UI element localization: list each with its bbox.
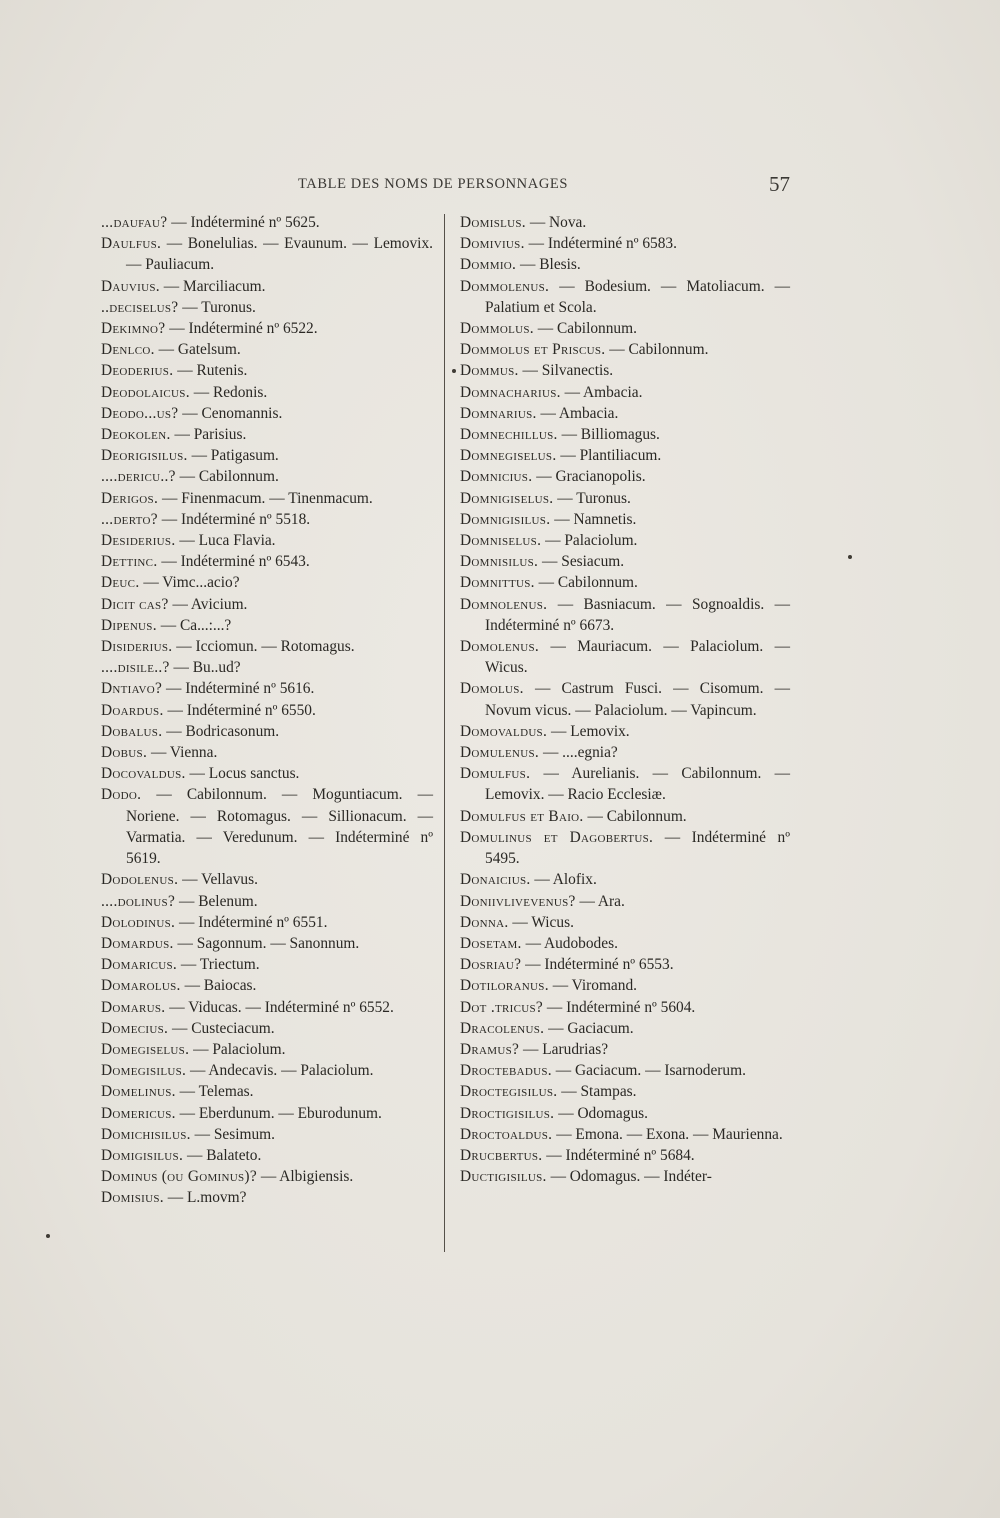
entry-places: — Custeciacum. — [172, 1019, 275, 1037]
entry-name: Dommio. — [460, 256, 517, 274]
entry-places: — Palaciolum. — [545, 532, 638, 550]
entry-places: — Gaciacum. — Isarnoderum. — [555, 1062, 746, 1080]
index-entry — [101, 636, 433, 657]
entry-name: Droctoaldus. — [460, 1125, 553, 1143]
entry-places: — Turonus. — [557, 489, 631, 507]
entry-places: — Palaciolum. — [193, 1040, 286, 1058]
index-entry — [460, 233, 790, 254]
index-entry — [101, 700, 433, 721]
ink-speck — [46, 1234, 50, 1238]
entry-places: — Ara. — [579, 892, 625, 910]
entry-name: Dodo. — [101, 786, 142, 804]
index-entry — [101, 572, 433, 593]
index-entry — [460, 636, 790, 678]
entry-name: ....dolinus? — [101, 892, 176, 910]
index-entry — [101, 382, 433, 403]
entry-places: — Luca Flavia. — [179, 532, 276, 550]
page-number: 57 — [769, 172, 790, 196]
entry-name: Dauvius. — [101, 277, 160, 295]
entry-places: — Baiocas. — [184, 977, 257, 995]
entry-name: Ductigisilus. — [460, 1168, 547, 1186]
entry-places: — Andecavis. — Palaciolum. — [190, 1062, 374, 1080]
entry-name: Domecius. — [101, 1019, 169, 1037]
entry-name: Domnisilus. — [460, 553, 539, 571]
entry-places: — Bodricasonum. — [166, 722, 280, 740]
index-entry — [101, 1145, 433, 1166]
index-entry — [101, 445, 433, 466]
entry-name: ...daufau? — [101, 214, 168, 231]
entry-places: — Icciomun. — Rotomagus. — [176, 638, 355, 656]
index-entry — [101, 869, 433, 890]
entry-places: — Lemovix. — [550, 722, 630, 740]
entry-name: Dotiloranus. — [460, 977, 549, 995]
entry-name: Domarolus. — [101, 977, 181, 995]
entry-places: — Cabilonnum. — [179, 468, 279, 486]
entry-name: Domnacharius. — [460, 383, 561, 401]
entry-name: Domigisilus. — [101, 1146, 184, 1164]
entry-name: Domulinus et Dagobertus. — [460, 828, 654, 846]
entry-places: — Ca...:...? — [160, 616, 232, 634]
index-entry — [101, 488, 433, 509]
entry-name: Dipenus. — [101, 616, 157, 634]
index-entry — [101, 1039, 433, 1060]
entry-name: Domislus. — [460, 214, 526, 231]
index-entry — [460, 1060, 790, 1081]
index-entry — [460, 763, 790, 805]
entry-places: — Triectum. — [180, 956, 260, 974]
index-entry — [101, 424, 433, 445]
entry-name: Domolus. — [460, 680, 524, 698]
index-entry — [101, 233, 433, 275]
index-entry — [101, 276, 433, 297]
entry-name: Daulfus. — [101, 235, 162, 253]
entry-places: — Larudrias? — [523, 1040, 609, 1058]
entry-places: — Vimc...acio? — [143, 574, 240, 592]
index-entry — [460, 1103, 790, 1124]
entry-name: Dosetam. — [460, 934, 522, 952]
entry-places: — Indéterminé nº 6553. — [525, 956, 674, 974]
entry-name: Doniivlivevenus? — [460, 892, 576, 910]
entry-name: Domnittus. — [460, 574, 535, 592]
index-entry — [460, 827, 790, 869]
index-entry — [460, 445, 790, 466]
entry-name: Dommolenus. — [460, 277, 550, 295]
entry-places: — Blesis. — [520, 256, 581, 274]
entry-places: — Basniacum. — Sognoaldis. — Indéterminé nº 6673. — [485, 595, 790, 634]
entry-places: — L.movm? — [167, 1189, 247, 1207]
entry-name: Domnigiselus. — [460, 489, 554, 507]
index-entry — [460, 382, 790, 403]
index-entry — [101, 975, 433, 996]
entry-name: Dramus? — [460, 1040, 520, 1058]
index-entry — [101, 466, 433, 487]
entry-places: — Gracianopolis. — [536, 468, 646, 486]
index-entry — [460, 339, 790, 360]
index-entry — [101, 1124, 433, 1145]
entry-name: Dettinc. — [101, 553, 158, 571]
entry-places: — Marciliacum. — [163, 277, 266, 295]
entry-places: — Indéterminé nº 5604. — [546, 998, 696, 1016]
index-entry — [460, 1018, 790, 1039]
index-entry — [460, 488, 790, 509]
entry-places: — Gaciacum. — [548, 1019, 634, 1037]
entry-places: — Sagonnum. — Sanonnum. — [177, 934, 360, 952]
entry-places: — Belenum. — [178, 892, 258, 910]
entry-places: — Mauriacum. — Palaciolum. — Wicus. — [485, 638, 790, 677]
index-entry — [460, 742, 790, 763]
entry-places: — Balateto. — [186, 1146, 262, 1164]
entry-name: Domnegiselus. — [460, 447, 557, 465]
entry-name: Docovaldus. — [101, 765, 186, 783]
index-entry — [460, 721, 790, 742]
entry-name: Domulenus. — [460, 744, 540, 762]
index-entry — [101, 912, 433, 933]
entry-name: Domarus. — [101, 998, 166, 1016]
entry-name: Deokolen. — [101, 426, 171, 444]
entry-places: — Billiomagus. — [561, 426, 660, 444]
entry-name: Dobalus. — [101, 722, 163, 740]
index-entry — [101, 891, 433, 912]
column-divider — [444, 214, 445, 1252]
index-entry — [460, 1166, 790, 1187]
entry-places: — Odomagus. — [558, 1104, 648, 1122]
entry-name: Dommolus et Priscus. — [460, 341, 606, 359]
entry-name: Domniselus. — [460, 532, 542, 550]
index-entry — [460, 403, 790, 424]
entry-name: Domericus. — [101, 1104, 176, 1122]
index-entry — [460, 1039, 790, 1060]
entry-name: Dekimno? — [101, 320, 166, 338]
entry-name: ....dericu..? — [101, 468, 176, 486]
entry-name: Domaricus. — [101, 956, 178, 974]
index-entry — [101, 297, 433, 318]
index-entry — [101, 721, 433, 742]
ink-speck — [452, 369, 456, 373]
entry-places: — Sesimum. — [194, 1125, 276, 1143]
entry-name: Dracolenus. — [460, 1019, 545, 1037]
entry-name: Deuc. — [101, 574, 140, 592]
entry-places: — Turonus. — [182, 298, 256, 316]
entry-name: ...derto? — [101, 510, 158, 528]
entry-name: Domegiselus. — [101, 1040, 190, 1058]
entry-name: Donna. — [460, 913, 509, 931]
entry-name: Domnechillus. — [460, 426, 558, 444]
entry-name: Domnolenus. — [460, 595, 548, 613]
entry-name: Drucbertus. — [460, 1146, 543, 1164]
entry-places: — Ambacia. — [540, 404, 619, 422]
entry-places: — Odomagus. — Indéter- — [550, 1168, 712, 1186]
entry-places: — Indéterminé nº 6522. — [169, 320, 318, 338]
index-entry — [460, 551, 790, 572]
entry-places: — Indéterminé nº 6551. — [179, 913, 328, 931]
entry-name: ..deciselus? — [101, 298, 179, 316]
entry-places: — Finenmacum. — Tinenmacum. — [161, 489, 373, 507]
entry-places: — Indéterminé nº 5625. — [171, 214, 320, 231]
index-entry — [460, 360, 790, 381]
index-entry — [460, 806, 790, 827]
entry-places: — Bu..ud? — [173, 659, 241, 677]
index-entry — [460, 530, 790, 551]
entry-places: — Redonis. — [193, 383, 268, 401]
index-entry — [460, 891, 790, 912]
entry-places: — Avicium. — [172, 595, 248, 613]
entry-places: — Wicus. — [512, 913, 574, 931]
entry-places: — Ambacia. — [564, 383, 643, 401]
entry-places: — Aurelianis. — Cabilonnum. — Lemovix. — Racio Ecclesiæ. — [485, 765, 790, 804]
index-entry — [460, 572, 790, 593]
index-entry — [101, 678, 433, 699]
entry-places: — Indéterminé nº 6583. — [528, 235, 677, 253]
entry-places: — Locus sanctus. — [189, 765, 300, 783]
index-entry — [101, 1018, 433, 1039]
index-entry — [101, 530, 433, 551]
entry-name: Dntiavo? — [101, 680, 163, 698]
index-entry — [101, 594, 433, 615]
entry-name: Deorigisilus. — [101, 447, 188, 465]
index-entry — [460, 912, 790, 933]
right-column — [460, 212, 790, 1187]
entry-places: — Sesiacum. — [542, 553, 625, 571]
entry-name: Doardus. — [101, 701, 164, 719]
index-entry — [460, 424, 790, 445]
entry-places: — Viducas. — Indéterminé nº 6552. — [169, 998, 394, 1016]
entry-name: Domnicius. — [460, 468, 533, 486]
entry-places: — Nova. — [529, 214, 587, 231]
entry-places: — Gatelsum. — [158, 341, 241, 359]
entry-places: — Indéterminé nº 6543. — [161, 553, 310, 571]
entry-name: Dosriau? — [460, 956, 522, 974]
index-entry — [101, 997, 433, 1018]
entry-places: — Patigasum. — [191, 447, 279, 465]
entry-name: Dot .tricus? — [460, 998, 544, 1016]
entry-name: Domnarius. — [460, 404, 537, 422]
entry-name: Droctebadus. — [460, 1062, 552, 1080]
index-entry — [101, 1187, 433, 1208]
entry-places: — Namnetis. — [554, 510, 637, 528]
entry-name: Donaicius. — [460, 871, 531, 889]
entry-name: Dicit cas? — [101, 595, 169, 613]
entry-name: Dommolus. — [460, 320, 534, 338]
entry-places: — Rutenis. — [177, 362, 248, 380]
entry-name: Dommus. — [460, 362, 519, 380]
entry-name: Dodolenus. — [101, 871, 179, 889]
index-entry — [101, 615, 433, 636]
running-head — [100, 172, 790, 200]
index-entry — [460, 975, 790, 996]
entry-places: — Cabilonnum. — [609, 341, 709, 359]
entry-name: Dominus (ou Gominus)? — [101, 1168, 257, 1186]
index-entry — [460, 869, 790, 890]
entry-name: Domulfus et Baio. — [460, 807, 584, 825]
entry-name: ....disile..? — [101, 659, 170, 677]
entry-name: Domegisilus. — [101, 1062, 187, 1080]
entry-name: Droctigisilus. — [460, 1104, 555, 1122]
entry-name: Domulfus. — [460, 765, 531, 783]
entry-places: — Cabilonnum. — [537, 320, 637, 338]
index-entry — [101, 339, 433, 360]
entry-name: Domovaldus. — [460, 722, 548, 740]
index-entry — [460, 594, 790, 636]
entry-name: Deodo...us? — [101, 404, 179, 422]
index-entry — [460, 1124, 790, 1145]
entry-name: Domisius. — [101, 1189, 164, 1207]
entry-name: Dolodinus. — [101, 913, 176, 931]
index-entry — [101, 1166, 433, 1187]
entry-name: Deodolaicus. — [101, 383, 190, 401]
entry-name: Domivius. — [460, 235, 525, 253]
entry-places: — Indéterminé nº 5684. — [546, 1146, 695, 1164]
entry-places: — Cenomannis. — [182, 404, 283, 422]
entry-places: — Eberdunum. — Eburodunum. — [179, 1104, 382, 1122]
entry-places: — Vienna. — [150, 744, 218, 762]
entry-name: Domichisilus. — [101, 1125, 191, 1143]
entry-places: — Bonelulias. — Evaunum. — Lemovix. — Pauliacum. — [126, 235, 433, 274]
entry-name: Deoderius. — [101, 362, 174, 380]
entry-places: — Indéterminé nº 5495. — [485, 828, 791, 868]
entry-name: Derigos. — [101, 489, 159, 507]
index-entry — [460, 997, 790, 1018]
index-entry — [460, 212, 790, 233]
index-entry — [460, 466, 790, 487]
index-entry — [101, 318, 433, 339]
index-entry — [460, 954, 790, 975]
left-column — [101, 212, 433, 1209]
entry-name: Dobus. — [101, 744, 148, 762]
entry-places: — ....egnia? — [542, 744, 618, 762]
entry-places: — Silvanectis. — [522, 362, 614, 380]
index-entry — [101, 763, 433, 784]
index-entry — [460, 678, 790, 720]
entry-places: — Telemas. — [179, 1083, 254, 1101]
entry-name: Denlco. — [101, 341, 155, 359]
index-entry — [101, 551, 433, 572]
index-entry — [101, 1103, 433, 1124]
entry-places: — Castrum Fusci. — Cisomum. — Novum vicus. — Palaciolum. — Vapincum. — [485, 680, 790, 719]
entry-name: Domelinus. — [101, 1083, 176, 1101]
ink-speck — [848, 555, 852, 559]
entry-places: — Albigiensis. — [260, 1168, 354, 1186]
index-entry — [101, 403, 433, 424]
index-entry — [101, 360, 433, 381]
index-entry — [101, 212, 433, 233]
entry-name: Domnigisilus. — [460, 510, 551, 528]
entry-places: — Indéterminé nº 6550. — [167, 701, 316, 719]
entry-places: — Vellavus. — [182, 871, 258, 889]
index-entry — [460, 276, 790, 318]
entry-places: — Alofix. — [534, 871, 597, 889]
entry-name: Disiderius. — [101, 638, 173, 656]
entry-places: — Cabilonnum. — [587, 807, 687, 825]
entry-places: — Bodesium. — Matoliacum. — Palatium et Scola. — [485, 277, 790, 316]
entry-name: Desiderius. — [101, 532, 176, 550]
index-entry — [460, 318, 790, 339]
entry-places: — Cabilonnum. — [538, 574, 638, 592]
entry-name: Droctegisilus. — [460, 1083, 558, 1101]
entry-places: — Audobodes. — [525, 934, 618, 952]
entry-name: Domardus. — [101, 934, 174, 952]
entry-places: — Plantiliacum. — [560, 447, 662, 465]
index-entry — [101, 954, 433, 975]
index-entry — [460, 1081, 790, 1102]
index-entry — [101, 1060, 433, 1081]
index-entry — [101, 509, 433, 530]
index-entry — [460, 933, 790, 954]
entry-places: — Viromand. — [552, 977, 637, 995]
index-entry — [101, 742, 433, 763]
index-entry — [101, 933, 433, 954]
index-entry — [101, 1081, 433, 1102]
entry-places: — Indéterminé nº 5518. — [161, 510, 311, 528]
entry-places: — Stampas. — [561, 1083, 637, 1101]
index-entry — [460, 1145, 790, 1166]
page-title: TABLE DES NOMS DE PERSONNAGES — [298, 176, 569, 192]
entry-places: — Parisius. — [174, 426, 247, 444]
index-entry — [101, 784, 433, 869]
entry-name: Domolenus. — [460, 638, 540, 656]
index-entry — [101, 657, 433, 678]
entry-places: — Emona. — Exona. — Maurienna. — [556, 1125, 783, 1143]
entry-places: — Cabilonnum. — Moguntiacum. — Noriene. — Rotomagus. — Sillionacum. — Varmatia. — Veredunum. — Indéterminé nº 5619. — [126, 786, 433, 868]
entry-places: — Indéterminé nº 5616. — [165, 680, 315, 698]
index-entry — [460, 509, 790, 530]
index-entry — [460, 254, 790, 275]
